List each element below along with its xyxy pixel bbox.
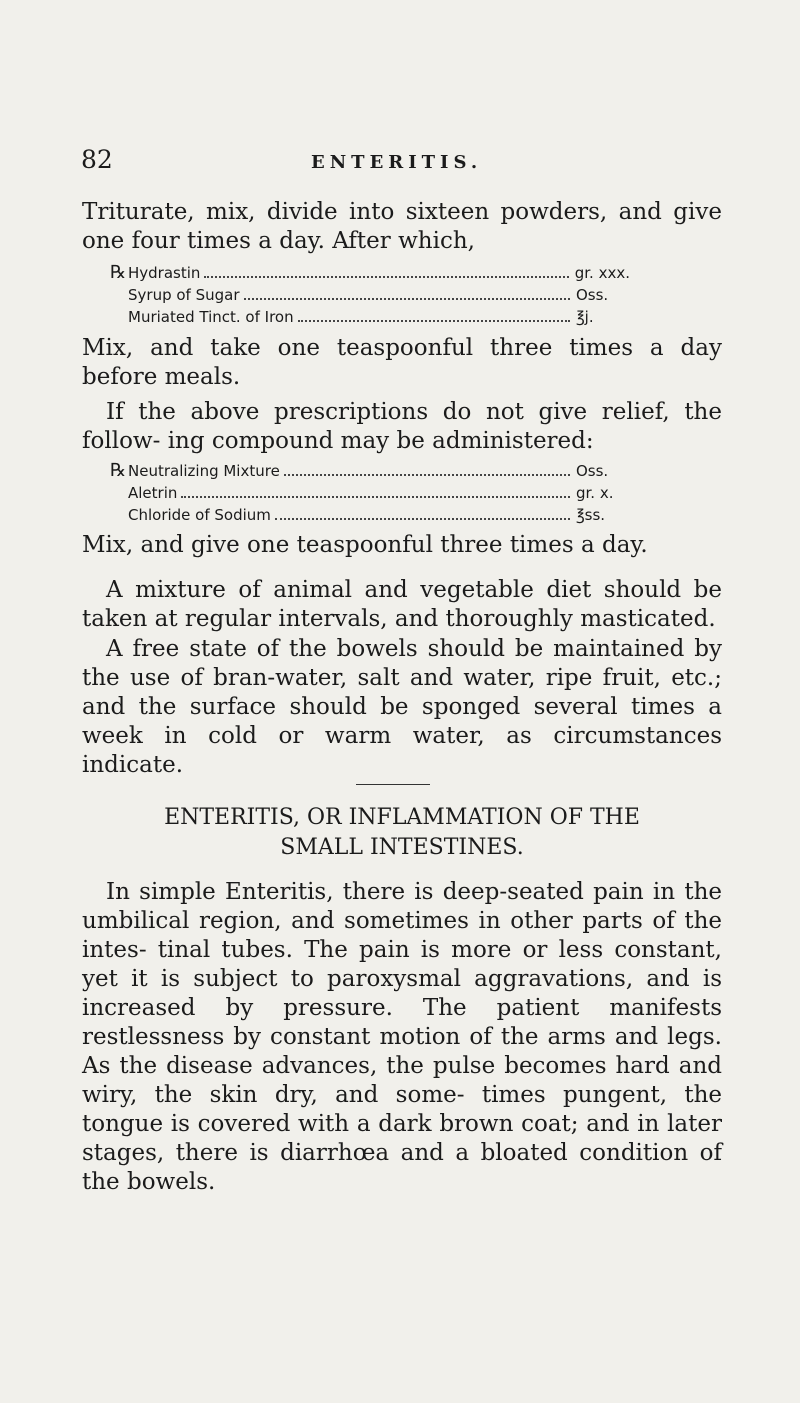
dot-leader: [284, 473, 570, 476]
section-divider: [356, 784, 430, 785]
ingredient-name: Neutralizing Mixture: [128, 462, 280, 480]
paragraph-bowels: A free state of the bowels should be maintained by the use of bran-water, salt and water, ripe fruit, etc.; and the surface should be sponged several times a week in cold or warm water, as circumstances indicate.: [82, 636, 722, 778]
ingredient-dose: ℥ss.: [576, 506, 606, 524]
running-head: ENTERITIS.: [311, 152, 483, 173]
page-header: [81, 146, 721, 186]
prescription-1: [110, 262, 630, 328]
ingredient-name: Muriated Tinct. of Iron: [128, 308, 294, 326]
paragraph-if-above: If the above prescriptions do not give relief, the follow- ing compound may be administered:: [82, 399, 722, 454]
ingredient-dose: gr. xxx.: [574, 264, 630, 282]
ingredient-dose: Oss.: [576, 462, 609, 480]
dot-leader: [181, 495, 570, 498]
dot-leader: [275, 517, 570, 520]
dot-leader: [298, 319, 570, 322]
prescription-2: [110, 460, 630, 526]
ingredient-name: Aletrin: [128, 484, 178, 502]
paragraph-mix-meals: Mix, and take one teaspoonful three times a day before meals.: [82, 335, 722, 390]
page-number: 82: [81, 145, 113, 174]
prescription-row: [110, 504, 630, 526]
prescription-row: [110, 306, 630, 328]
ingredient-name: Hydrastin: [128, 264, 201, 282]
ingredient-name: Chloride of Sodium: [128, 506, 271, 524]
ingredient-dose: Oss.: [576, 286, 609, 304]
paragraph-enteritis: In simple Enteritis, there is deep-seated pain in the umbilical region, and sometimes in other parts of the intes- tinal tubes. The pain is more or less constant, yet it is subject to paroxysmal aggravations, and is increased by pressure. The patient manifests restlessness by constant motion of the arms and legs. As the disease advances, the pulse becomes hard and wiry, the skin dry, and some- times pungent, the tongue is covered with a dark brown coat; and in later stages, there is diarrhœa and a bloated condition of the bowels.: [82, 879, 722, 1195]
prescription-row: [110, 262, 630, 284]
dot-leader: [244, 297, 571, 300]
paragraph-diet: A mixture of animal and vegetable diet should be taken at regular intervals, and thoroughly masticated.: [82, 577, 722, 632]
dot-leader: [204, 275, 568, 278]
prescription-row: [110, 482, 630, 504]
prescription-row: [110, 460, 630, 482]
paragraph-triturate: Triturate, mix, divide into sixteen powders, and give one four times a day. After which,: [82, 199, 722, 254]
prescription-row: [110, 284, 630, 306]
paragraph-mix-day: Mix, and give one teaspoonful three times a day.: [82, 532, 648, 558]
ingredient-name: Syrup of Sugar: [128, 286, 240, 304]
recipe-symbol: ℞: [110, 262, 127, 283]
ingredient-dose: ℥j.: [576, 308, 594, 326]
ingredient-dose: gr. x.: [576, 484, 614, 502]
recipe-symbol: ℞: [110, 460, 127, 481]
section-title-line-1: ENTERITIS, OR INFLAMMATION OF THE: [164, 805, 640, 830]
section-title-line-2: SMALL INTESTINES.: [280, 835, 524, 860]
